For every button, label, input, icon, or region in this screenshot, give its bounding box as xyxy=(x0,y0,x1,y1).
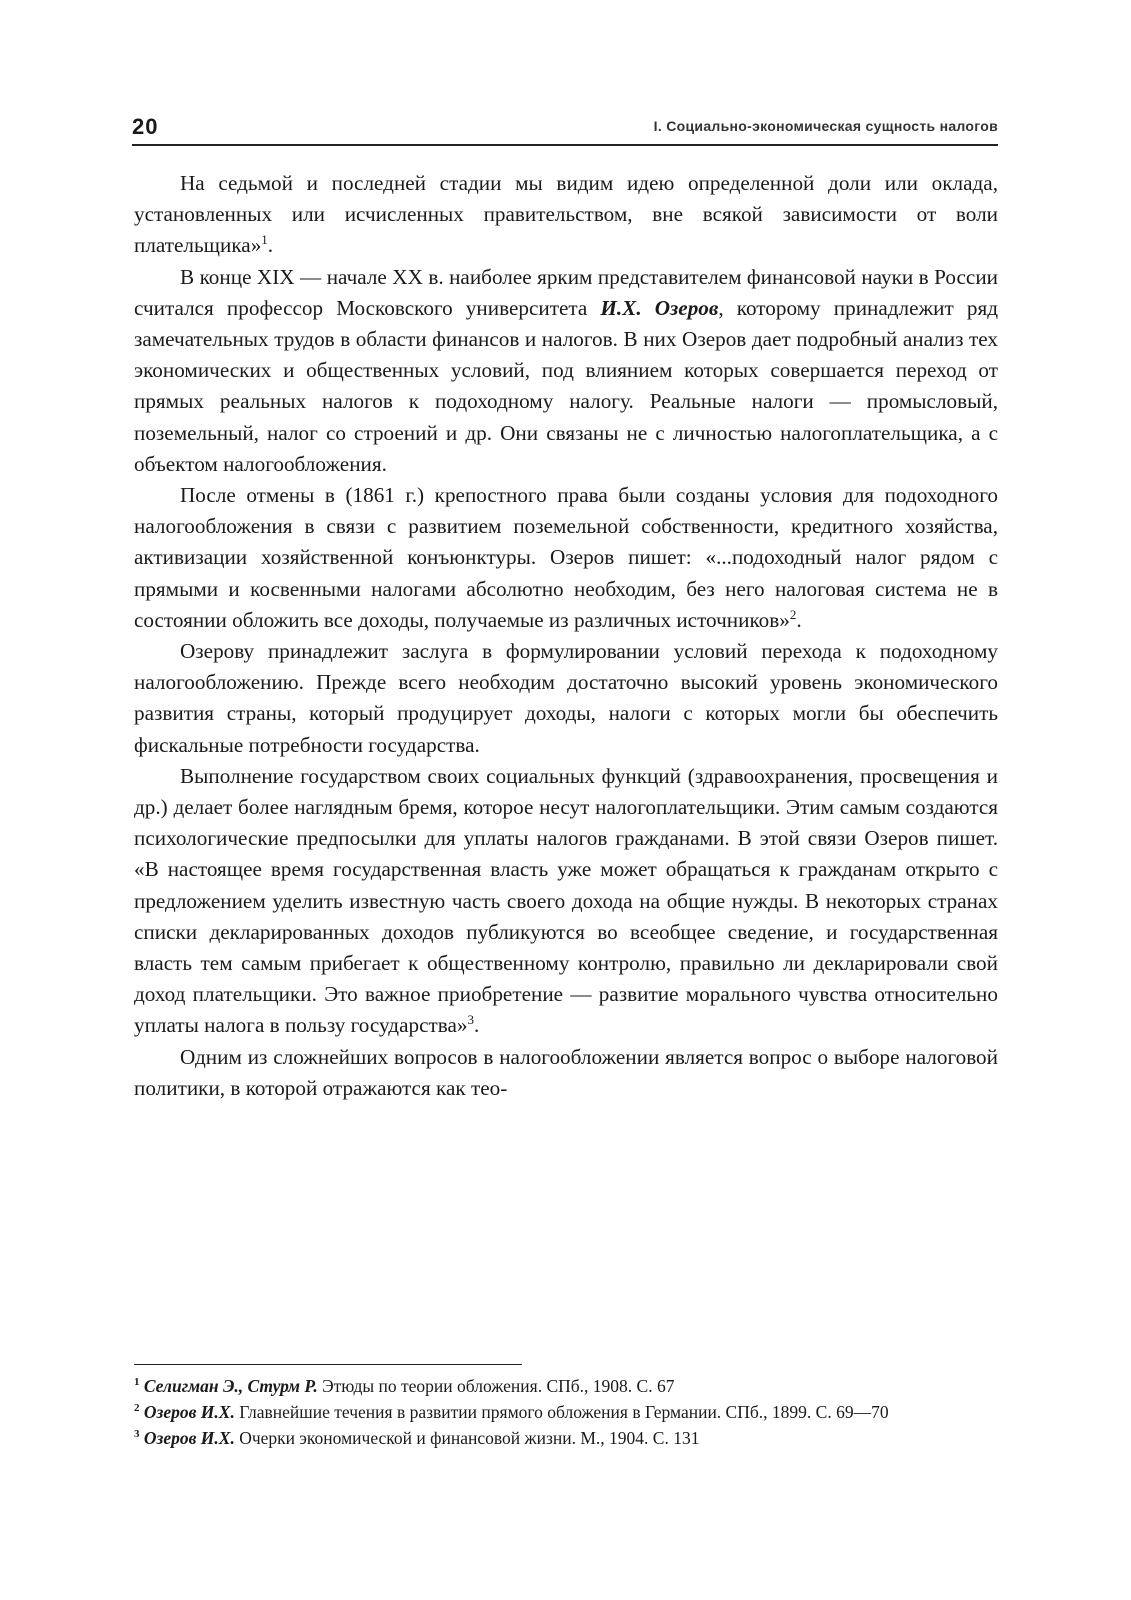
footnote-author: Озеров И.Х. xyxy=(143,1428,235,1448)
paragraph: Выполнение государством своих социальных функций (здравоохранения, просвещения и др.) делает более наглядным бремя, которое несут налогоплательщики. Этим самым создаются психологические предпосылки для уплаты налогов гражданами. В этой связи Озеров пишет. «В настоящее время государственная власть уже может обращаться к гражданам открыто с предложением уделить известную часть своего дохода на общие нужды. В некоторых странах списки декларированных доходов публикуются во всеобщее сведение, и государственная власть тем самым прибегает к общественному контролю, правильно ли декларировали свой доход плательщики. Это важное приобретение — развитие морального чувства относительно уплаты налога в пользу государства»$^3$. xyxy=(134,763,998,1038)
paragraph-text: После отмены в (1861 г.) крепостного права были созданы условия для подоходного налогообложения в связи с развитием поземельной собственности, кредитного хозяйства, активизации хозяйственной конъюнктуры. Озеров пишет: «...подоходный налог рядом с прямыми и косвенными налогами абсолютно необходим, без него налоговая система не в состоянии обложить все доходы, получаемые из различных источников» xyxy=(134,483,998,632)
footnote-author: Селигман Э., Стурм Р. xyxy=(143,1376,318,1396)
footnote-mark: 3 xyxy=(134,1428,140,1441)
paragraph xyxy=(134,1042,998,1104)
footnote xyxy=(134,1374,998,1398)
paragraph-text: В конце XIX — начале XX в. наиболее ярким представителем финансовой науки в России считался профессор Московского университета xyxy=(134,264,998,320)
paragraph-text: Выполнение государством своих социальных функций (здравоохранения, просвещения и др.) делает более наглядным бремя, которое несут налогоплательщики. Этим самым создаются психологические предпосылки для уплаты налогов гражданами. В этой связи Озеров пишет. «В настоящее время государственная власть уже может обращаться к гражданам открыто с предложением уделить известную часть своего дохода на общие нужды. В некоторых странах списки декларированных доходов публикуются во всеобщее сведение, и государственная власть тем самым прибегает к общественному контролю, правильно ли декларировали свой доход плательщики. Это важное приобретение — развитие морального чувства относительно уплаты налога в пользу государства» xyxy=(134,763,998,1038)
footnote-author: Озеров И.Х. xyxy=(143,1402,235,1422)
paragraph: На седьмой и последней стадии мы видим идею определенной доли или оклада, установленных или исчисленных правительством, вне всякой зависимости от воли плательщика»$^1$. xyxy=(134,171,998,258)
body-text xyxy=(134,168,998,1104)
footnote xyxy=(134,1426,998,1450)
author-name: И.Х. Озеров xyxy=(600,295,719,320)
footnote-text: Очерки экономической и финансовой жизни. М., 1904. С. 131 xyxy=(234,1428,700,1448)
paragraph-text: Озерову принадлежит заслуга в формулировании условий перехода к подоходному налогообложению. Прежде всего необходим достаточно высокий уровень экономического развития страны, который продуцирует доходы, налоги с которых могли бы обеспечить фискальные потребности государства. xyxy=(134,639,998,757)
page-number: 20 xyxy=(132,114,159,139)
paragraph: После отмены в (1861 г.) крепостного права были созданы условия для подоходного налогообложения в связи с развитием поземельной собственности, кредитного хозяйства, активизации хозяйственной конъюнктуры. Озеров пишет: «...подоходный налог рядом с прямыми и косвенными налогами абсолютно необходим, без него налоговая система не в состоянии обложить все доходы, получаемые из различных источников»$^2$. xyxy=(134,483,998,632)
footnote-ref: 2 xyxy=(789,606,797,622)
footnote-text: Этюды по теории обложения. СПб., 1908. С. 67 xyxy=(317,1376,675,1396)
paragraph-text: , которому принадлежит ряд замечательных трудов в области финансов и налогов. В них Озеров дает подробный анализ тех экономических и общественных условий, под влиянием которых совершается переход от прямых реальных налогов к подоходному налогу. Реальные налоги — промысловый, поземельный, налог со строений и др. Они связаны не с личностью налогоплательщика, а с объектом налогообложения. xyxy=(134,295,998,476)
running-head xyxy=(132,110,998,146)
footnote-text: Главнейшие течения в развитии прямого обложения в Германии. СПб., 1899. С. 69—70 xyxy=(234,1402,889,1422)
footnote-divider xyxy=(134,1364,522,1365)
footnote-mark: 2 xyxy=(134,1402,140,1415)
paragraph-text: Одним из сложнейших вопросов в налогообложении является вопрос о выборе налоговой политики, в которой отражаются как тео- xyxy=(134,1044,998,1100)
paragraph xyxy=(134,262,998,480)
footnote-ref: 1 xyxy=(261,232,268,248)
footnotes xyxy=(134,1374,998,1452)
running-title: I. Социально-экономическая сущность налогов xyxy=(653,118,998,134)
paragraph xyxy=(134,636,998,761)
footnote-mark: 1 xyxy=(134,1376,140,1389)
paragraph-text: На седьмой и последней стадии мы видим идею определенной доли или оклада, установленных или исчисленных правительством, вне всякой зависимости от воли плательщика» xyxy=(134,171,998,258)
footnote-ref: 3 xyxy=(467,1012,474,1028)
footnote xyxy=(134,1400,998,1424)
